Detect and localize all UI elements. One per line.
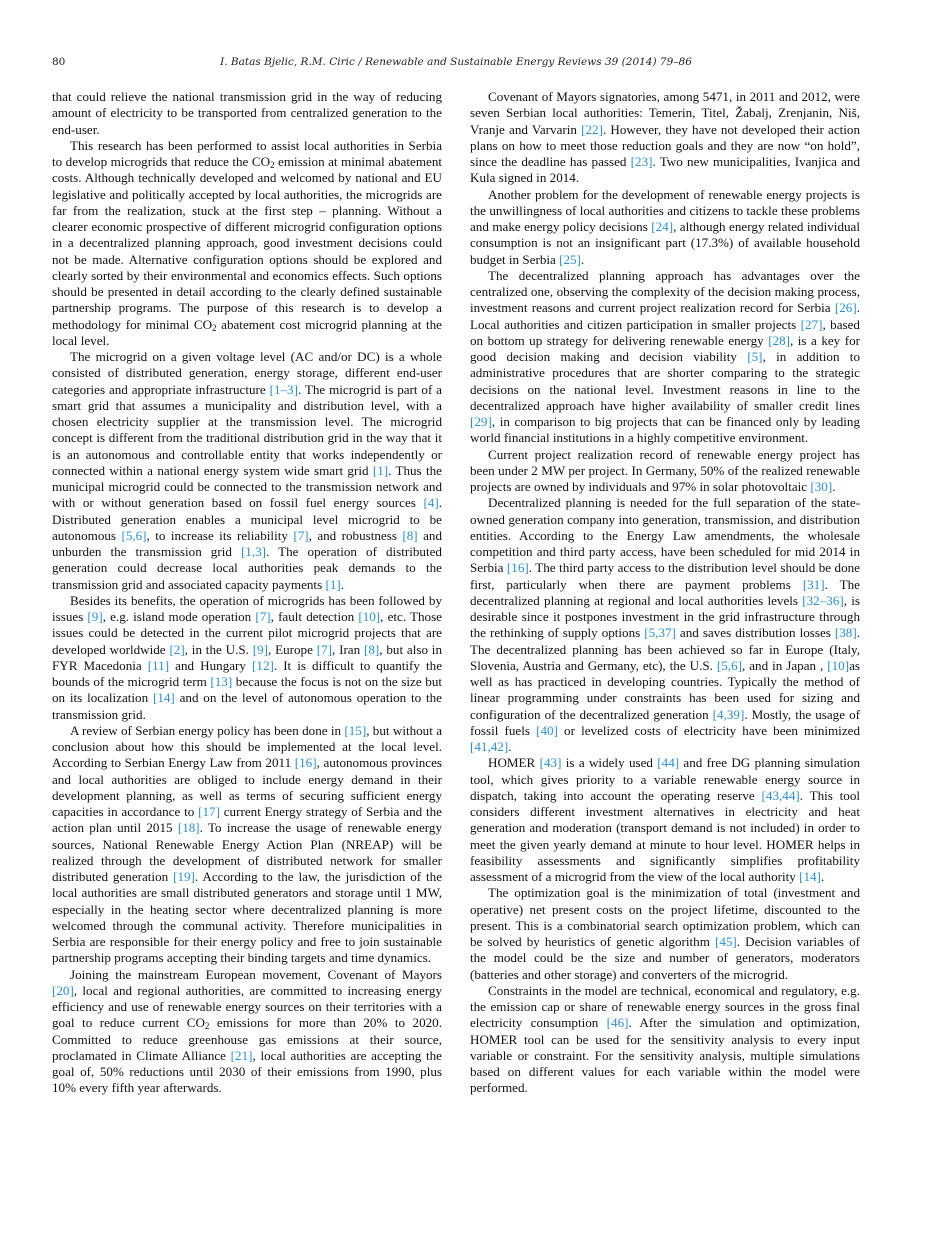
text-run: emissions for more than 20% to 2020. Committed to reduce greenhouse gas emissions at their source, proclamated in Climate Alliance: [52, 1015, 442, 1063]
paragraph: [52, 349, 442, 593]
text-run: . The operation of distributed generation could decrease local authorities peak demands to the transmission grid and associated capacity payments: [52, 544, 442, 592]
text-run: that could relieve the national transmission grid in the way of reducing amount of electricity to be transported from centralized generation to the end-user.: [52, 89, 442, 137]
text-run: . Two new municipalities, Ivanjica and Kula signed in 2014.: [470, 154, 860, 186]
citation-link[interactable]: [5,37]: [644, 625, 676, 641]
citation-link[interactable]: [19]: [173, 869, 195, 884]
paragraph: [52, 138, 442, 349]
citation-link[interactable]: [18]: [177, 820, 200, 836]
text-run: . However, they have not developed their action plans on how to meet those reduction goals and they are now “on hold”, since the deadline has passed: [470, 121, 860, 169]
paragraph: [52, 723, 442, 967]
citation-link[interactable]: [9]: [252, 641, 268, 657]
citation-link[interactable]: [17]: [198, 804, 220, 819]
citation-link[interactable]: [31]: [802, 576, 825, 592]
text-run: . Thus the municipal microgrid could be connected to the transmission network and with or without generation based on fossil fuel energy sources: [52, 462, 442, 511]
text-run: , Europe: [268, 641, 317, 657]
citation-link[interactable]: [21]: [230, 1047, 253, 1063]
right-text-column: [470, 89, 860, 1097]
text-run: . According to the law, the jurisdiction of the local authorities are small distributed generators and storage until 1 MW, especially in the heating sector where decentralized planning is more welcomed through the communal activity. Therefore municipalities in Serbia are responsible for their energy policy and free to join sustainable partnership programs accepting their binding targets and time dynamics.: [52, 869, 443, 966]
text-run: . Mostly, the usage of fossil fuels: [470, 706, 860, 738]
text-run: , etc. Those issues could be detected in the current pilot microgrid projects that are developed worldwide: [52, 609, 442, 657]
paragraph: [470, 755, 860, 885]
text-run: , in addition to administrative procedures that are shorter comparing to the strategic decisions on the national level. Investment reasons in line to the decentralized approach have higher availability of smaller credit lines: [470, 349, 860, 413]
text-run: , is a key for good decision making and decision viability: [470, 332, 860, 364]
text-run: . The decentralized planning at regional and local authorities levels: [470, 576, 860, 608]
citation-link[interactable]: [32–36]: [802, 592, 844, 608]
citation-link[interactable]: [46]: [606, 1015, 629, 1031]
text-run: , and robustness: [308, 527, 403, 543]
left-text-column: [52, 89, 442, 1097]
text-run: . To increase the usage of renewable energy sources, National Renewable Energy Action Plan (NREAP) will be realized through the development of distributed network for smaller distributed generation: [52, 820, 443, 884]
text-run: Covenant of Mayors signatories, among 5471, in 2011 and 2012, were seven Serbian local authorities: Temerin, Titel, Žabalj, Zrenjanin, Niš, Vranje and Varvarin: [470, 89, 860, 137]
citation-link[interactable]: [1,3]: [240, 544, 267, 559]
paragraph: [52, 593, 442, 723]
text-run: , local and regional authorities, are committed to increasing energy efficiency and use of renewable energy sources on their territories with a goal to reduce current CO: [52, 982, 442, 1031]
text-run: because the focus is not on the size but on its localization: [52, 674, 442, 706]
text-run: , is desirable since it postpones investment in the grid infrastructure through the rethinking of supply options: [470, 592, 861, 641]
text-run: , in the U.S.: [184, 641, 253, 657]
text-run: and unburden the transmission grid: [52, 527, 442, 559]
citation-link[interactable]: [10]: [827, 657, 850, 673]
text-run: .: [580, 251, 585, 267]
text-run: and on the level of autonomous operation to the transmission grid.: [52, 690, 442, 722]
citation-link[interactable]: [1]: [325, 576, 341, 592]
citation-link[interactable]: [43]: [539, 755, 562, 771]
text-run: The optimization goal is the minimization of total (investment and operative) net present costs on the project lifetime, discounted to the present. This is a combinatorial search optimization problem, which can be solved by heuristics of genetic algorithm: [470, 885, 860, 949]
citation-link[interactable]: [8]: [402, 527, 418, 543]
citation-link[interactable]: [28]: [768, 332, 791, 348]
text-run: or levelized costs of electricity have been minimized: [557, 722, 860, 738]
text-run: Decentralized planning is needed for the full separation of the state-owned generation company into generation, transmission, and distribution entities. According to the Energy Law amendments, the wholesale competition and third party access, have been scheduled for mid 2014 in Serbia: [470, 495, 860, 576]
text-run: . This tool considers different investment alternatives in electricity and heat generation and moderation (transport demand is not included) in order to meet the given yearly demand at minute to hour level. HOMER helps in feasibility assessments and significantly simplifies profitability assessment of a microgrid from the view of the local authority: [470, 787, 861, 884]
citation-link[interactable]: [5]: [747, 349, 763, 364]
text-run: current Energy strategy of Serbia and the action plan until 2015: [52, 804, 442, 836]
citation-link[interactable]: [25]: [559, 251, 581, 267]
text-run: . After the simulation and optimization, HOMER tool can be used for the sensitivity analysis to every input variable or constraint. For the sensitivity analysis, multiple simulations based on different values for each variable within the model were performed.: [470, 1015, 860, 1096]
text-run: .: [340, 576, 345, 592]
citation-link[interactable]: [4,39]: [712, 706, 745, 722]
citation-link[interactable]: [24]: [651, 219, 674, 234]
citation-link[interactable]: [44]: [657, 755, 680, 771]
citation-link[interactable]: [40]: [536, 722, 558, 738]
citation-link[interactable]: [4]: [423, 495, 439, 511]
text-run: , and in Japan ,: [741, 657, 828, 673]
paragraph: [470, 268, 860, 447]
text-run: , in comparison to big projects that can be financed only by leading world financial institutions in a highly competitive environment.: [470, 414, 860, 446]
text-run: abatement cost microgrid planning at the local level.: [52, 316, 442, 348]
citation-link[interactable]: [14]: [152, 690, 175, 706]
citation-link[interactable]: [1]: [372, 462, 389, 478]
text-run: , Iran: [332, 641, 364, 657]
text-run: emission at minimal abatement costs. Although technically developed and welcomed by national and EU legislative and politically accepted by local authorities, the microgrids are far from the realization, stuck at the first step – planning. Without a clearer economic prospective of different microgrid configuration options in a decentralized planning approach, good investment decisions could not be made. Alternative configuration options should be explored and clearly sorted by their environmental and economics effects. Such options should be presented in detail according to the clearly defined sustainable partnership programs. The purpose of this research is to develop a methodology for minimal CO: [52, 154, 442, 332]
text-run: .: [832, 479, 836, 494]
citation-link[interactable]: [16]: [294, 755, 317, 771]
citation-link[interactable]: [14]: [799, 869, 821, 884]
text-run: Besides its benefits, the operation of microgrids has been followed by issues: [52, 592, 442, 624]
text-run: , autonomous provinces and local authorities are obliged to include energy demand in their development planning, as well as terms of securing sufficient energy capacities in accordance to: [52, 755, 442, 819]
citation-link[interactable]: [13]: [210, 674, 233, 689]
citation-link[interactable]: [20]: [52, 982, 74, 998]
text-run: . The third party access to the distribution level should be done first, particularly when there are payment problems: [470, 560, 860, 592]
text-run: and free DG planning simulation tool, which gives priority to a variable renewable energy source in dispatch, taking into account the operating reserve: [470, 755, 861, 803]
paragraph: [470, 885, 860, 983]
citation-link[interactable]: [38]: [834, 625, 857, 641]
page-number: 80: [52, 56, 66, 68]
subscript: 2: [270, 160, 275, 170]
text-run: and saves distribution losses: [675, 625, 835, 641]
text-run: . It is difficult to quantify the bounds of the microgrid term: [52, 657, 443, 689]
text-run: .: [820, 869, 825, 884]
citation-link[interactable]: [30]: [810, 479, 833, 494]
text-run: Joining the mainstream European movement, Covenant of Mayors: [70, 966, 442, 982]
paragraph: [470, 89, 860, 187]
citation-link[interactable]: [41,42]: [470, 739, 509, 754]
citation-link[interactable]: [27]: [800, 316, 823, 332]
citation-link[interactable]: [5,6]: [716, 657, 742, 673]
text-run: .: [508, 739, 512, 754]
citation-link[interactable]: [9]: [87, 609, 103, 624]
citation-link[interactable]: [12]: [252, 657, 274, 673]
citation-link[interactable]: [22]: [581, 121, 603, 137]
paragraph: [52, 967, 442, 1097]
citation-link[interactable]: [26]: [834, 300, 857, 316]
paragraph: [470, 495, 860, 755]
text-run: Current project realization record of renewable energy project has been under 2 MW per project. In Germany, 50% of the realized renewable projects are owned by individuals and 97% in solar photovoltaic: [470, 446, 860, 494]
citation-link[interactable]: [11]: [147, 657, 170, 673]
citation-link[interactable]: [7]: [255, 609, 271, 624]
text-run: A review of Serbian energy policy has been done in: [70, 722, 345, 738]
subscript: 2: [204, 1021, 210, 1032]
citation-link[interactable]: [2]: [169, 641, 185, 657]
paragraph: [470, 447, 860, 496]
text-run: This research has been performed to assist local authorities in Serbia to develop microgrids that reduce the CO: [52, 137, 442, 169]
text-run: The decentralized planning approach has advantages over the centralized one, observing the complexity of the decision making process, investment reasons and current project realization record for Serbia: [470, 267, 860, 316]
citation-link[interactable]: [15]: [344, 722, 367, 738]
text-run: . Local authorities and citizen participation in smaller projects: [470, 300, 860, 332]
paragraph: [470, 187, 860, 268]
running-title: I. Batas Bjelic, R.M. Ciric / Renewable and Sustainable Energy Reviews 39 (2014) 79–86: [220, 56, 692, 68]
text-run: Constraints in the model are technical, economical and regulatory, e.g. the emission cap or share of renewable energy sources in the gross final electricity consumption: [470, 982, 860, 1031]
citation-link[interactable]: [43,44]: [761, 787, 800, 803]
citation-link[interactable]: [5,6]: [121, 527, 147, 543]
text-run: is a widely used: [561, 755, 658, 771]
text-run: , but also in FYR Macedonia: [52, 641, 442, 673]
subscript: 2: [212, 322, 217, 333]
citation-link[interactable]: [7]: [293, 527, 309, 543]
citation-link[interactable]: [23]: [630, 154, 653, 169]
text-run: as well as has practiced in developing countries. Typically the method of linear programming under constraints has been used for sizing and configuration of the decentralized generation: [470, 657, 860, 722]
paragraph: [470, 983, 860, 1097]
citation-link[interactable]: [16]: [506, 560, 529, 576]
text-run: , local authorities are accepting the goal of, 50% reductions until 2030 of their emissions from 1990, plus 10% every fifth year afterwards.: [52, 1047, 442, 1096]
text-run: , fault detection: [270, 609, 359, 624]
citation-link[interactable]: [29]: [470, 414, 492, 429]
paragraph: [52, 89, 442, 138]
text-run: , but without a conclusion about how this should be implemented at the local level. According to Serbian Energy Law from 2011: [52, 722, 443, 771]
text-run: . Decision variables of the model could be the size and number of generators, moderators (batteries and other storage) and converters of the microgrid.: [470, 934, 861, 982]
citation-link[interactable]: [8]: [363, 641, 380, 657]
text-run: , to increase its reliability: [146, 527, 294, 543]
text-run: , based on bottom up strategy for delivering renewable energy: [470, 316, 860, 348]
citation-link[interactable]: [10]: [358, 609, 381, 624]
text-run: Another problem for the development of renewable energy projects is the unwillingness of local authorities and citizens to tackle these problems and make energy policy decisions: [470, 186, 860, 234]
citation-link[interactable]: [1–3]: [269, 381, 298, 397]
text-run: . Distributed generation enables a municipal level microgrid to be autonomous: [52, 495, 442, 543]
text-run: The microgrid on a given voltage level (AC and/or DC) is a whole consisted of distributed generation, energy storage, different end-user categories and appropriate infrastructure: [52, 349, 442, 397]
citation-link[interactable]: [45]: [714, 934, 737, 949]
text-run: , e.g. island mode operation: [102, 609, 256, 624]
text-run: and Hungary: [169, 657, 253, 673]
text-run: , although energy related individual consumption is not an insignificant part (17.3%) of available household budget in Serbia: [470, 219, 860, 267]
citation-link[interactable]: [7]: [316, 641, 332, 657]
text-run: HOMER: [488, 755, 540, 771]
page-header: [52, 56, 860, 72]
text-run: . The decentralized planning has been achieved so far in Europe (Italy, Slovenia, Austria and Germany, etc), the U.S.: [470, 625, 860, 673]
text-run: . The microgrid is part of a smart grid that assumes a municipality and distribution level, with a chosen electricity supplier at the transmission level. The microgrid concept is different from the traditional distribution grid in the way that it is an autonomous and controllable entity that works independently or connected within a national energy system wide smart grid: [52, 381, 442, 478]
